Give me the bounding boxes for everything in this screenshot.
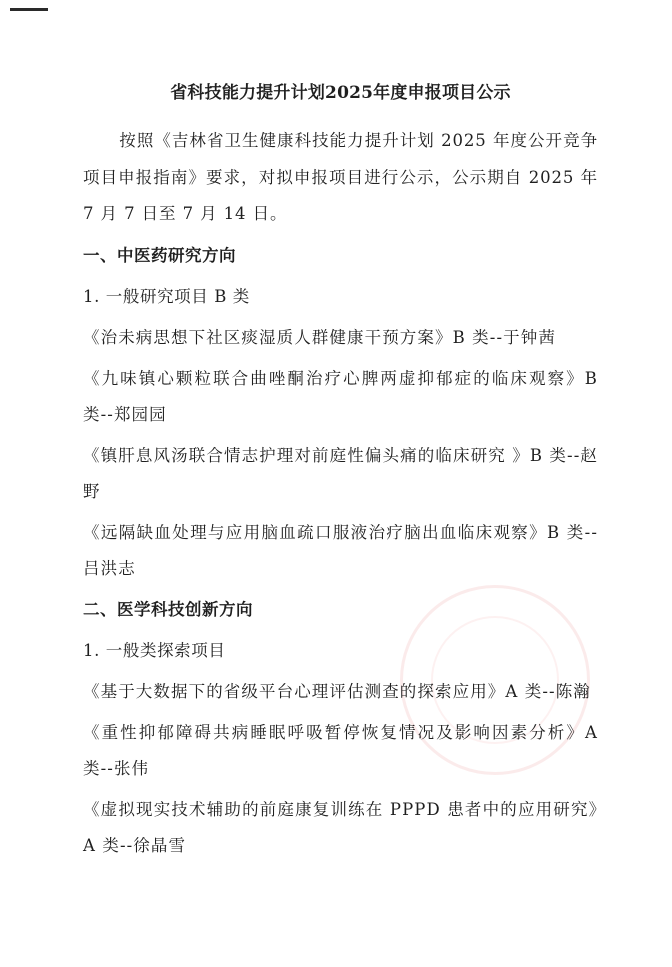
section-heading-tcm: 一、中医药研究方向 [83, 245, 236, 265]
subsection-heading-tcm: 1. 一般研究项目 B 类 [83, 286, 250, 306]
section-heading-innovation: 二、医学科技创新方向 [83, 599, 253, 619]
project-item: 《九味镇心颗粒联合曲唑酮治疗心脾两虚抑郁症的临床观察》B 类--郑园园 [83, 368, 598, 424]
intro-paragraph: 按照《吉林省卫生健康科技能力提升计划 2025 年度公开竞争项目申报指南》要求，对拟申报项目进行公示，公示期自 2025 年 7 月 7 日至 7 月 14 日。 [83, 131, 598, 223]
project-item: 《重性抑郁障碍共病睡眠呼吸暂停恢复情况及影响因素分析》A 类--张伟 [83, 722, 598, 778]
document-title: 省科技能力提升计划2025年度申报项目公示 [170, 83, 511, 103]
project-item: 《虚拟现实技术辅助的前庭康复训练在 PPPD 患者中的应用研究》A 类--徐晶雪 [83, 799, 598, 855]
document-page [83, 78, 598, 864]
corner-mark [10, 8, 48, 11]
subsection-heading-innovation: 1. 一般类探索项目 [83, 640, 226, 660]
project-item: 《基于大数据下的省级平台心理评估测查的探索应用》A 类--陈瀚 [83, 681, 591, 701]
project-item: 《远隔缺血处理与应用脑血疏口服液治疗脑出血临床观察》B 类--吕洪志 [83, 522, 598, 578]
project-item: 《治未病思想下社区痰湿质人群健康干预方案》B 类--于钟茜 [83, 327, 556, 347]
project-item: 《镇肝息风汤联合情志护理对前庭性偏头痛的临床研究 》B 类--赵野 [83, 445, 598, 501]
